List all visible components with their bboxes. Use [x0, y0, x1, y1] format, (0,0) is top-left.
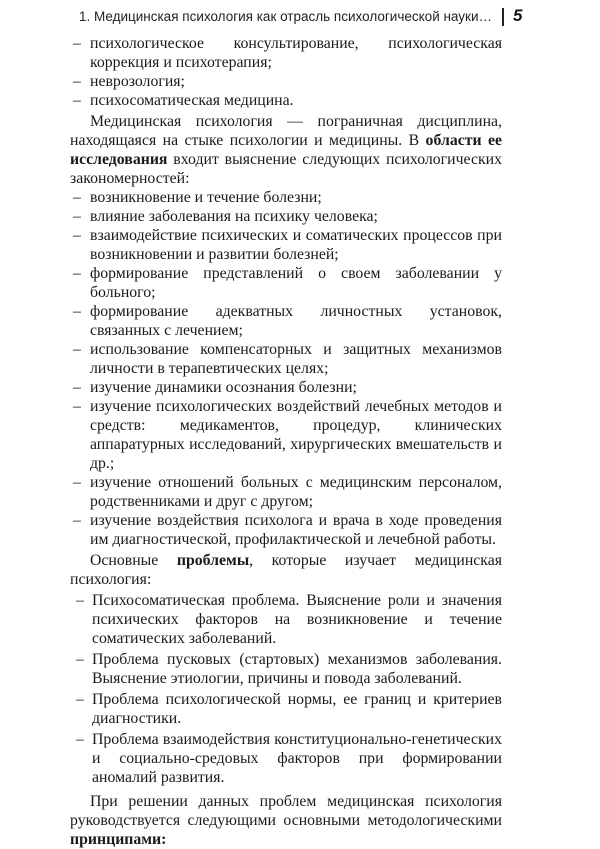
problems-paragraph: [70, 551, 502, 589]
list-item: – взаимодействие психических и соматических процессов при возникновении и развитии болезней;: [70, 226, 502, 264]
list-item: – влияние заболевания на психику человека;: [70, 207, 502, 226]
top-list: [70, 34, 502, 110]
problems-text-1: Основные: [90, 552, 177, 569]
list-item: – изучение психологических воздействий лечебных методов и средств: медикаментов, процедур, клинических аппаратурных исследований, хирургических вмешательств и др.;: [70, 397, 502, 473]
intro-text-2: входит выяснение следующих психологических закономерностей:: [70, 151, 502, 187]
problems-text-2: , которые изучает медицинская психология:: [70, 552, 503, 588]
list-item: – использование компенсаторных и защитных механизмов личности в терапевтических целях;: [70, 340, 502, 378]
intro-bold: области ее исследования: [70, 132, 502, 168]
list-item: – формирование адекватных личностных установок, связанных с лечением;: [70, 302, 502, 340]
list-item: – психологическое консультирование, психологическая коррекция и психотерапия;: [70, 34, 502, 72]
page-body: [70, 34, 502, 849]
list-item: – изучение отношений больных с медицинским персоналом, родственниками и друг с другом;: [70, 473, 502, 511]
list-item: – формирование представлений о своем заболевании у больного;: [70, 264, 502, 302]
problems-list: [70, 591, 502, 787]
principles-paragraph: [70, 792, 502, 849]
list-item: – изучение воздействия психолога и врача в ходе проведения им диагностической, профилактической и лечебной работы.: [70, 511, 502, 549]
list-item: – Психосоматическая проблема. Выяснение роли и значения психических факторов на возникновение и течение соматических заболеваний.: [70, 591, 502, 648]
page-number: 5: [513, 6, 523, 25]
list-item: – Проблема психологической нормы, ее границ и критериев диагностики.: [70, 690, 502, 728]
problems-bold: проблемы: [176, 552, 250, 569]
list-item: – Проблема взаимодействия конституционально-генетических и социально-средовых факторов при формировании аномалий развития.: [70, 730, 502, 787]
list-item: – Проблема пусковых (стартовых) механизмов заболевания. Выяснение этиологии, причины и повода заболеваний.: [70, 650, 502, 688]
intro-text-1: Медицинская психология — пограничная дисциплина, находящаяся на стыке психологии и медицины. В: [70, 113, 502, 149]
principles-text: При решении данных проблем медицинская психология руководствуется следующими основными методологическими: [70, 793, 502, 829]
research-list: [70, 188, 502, 549]
list-item: – неврозология;: [70, 72, 502, 91]
intro-paragraph: [70, 112, 502, 188]
list-item: – психосоматическая медицина.: [70, 91, 502, 110]
header-divider: [502, 8, 504, 26]
page-header: [0, 6, 600, 28]
list-item: – возникновение и течение болезни;: [70, 188, 502, 207]
running-head-title: 1. Медицинская психология как отрасль психологической науки…: [78, 9, 492, 24]
list-item: – изучение динамики осознания болезни;: [70, 378, 502, 397]
principles-bold: принципами:: [70, 831, 167, 848]
